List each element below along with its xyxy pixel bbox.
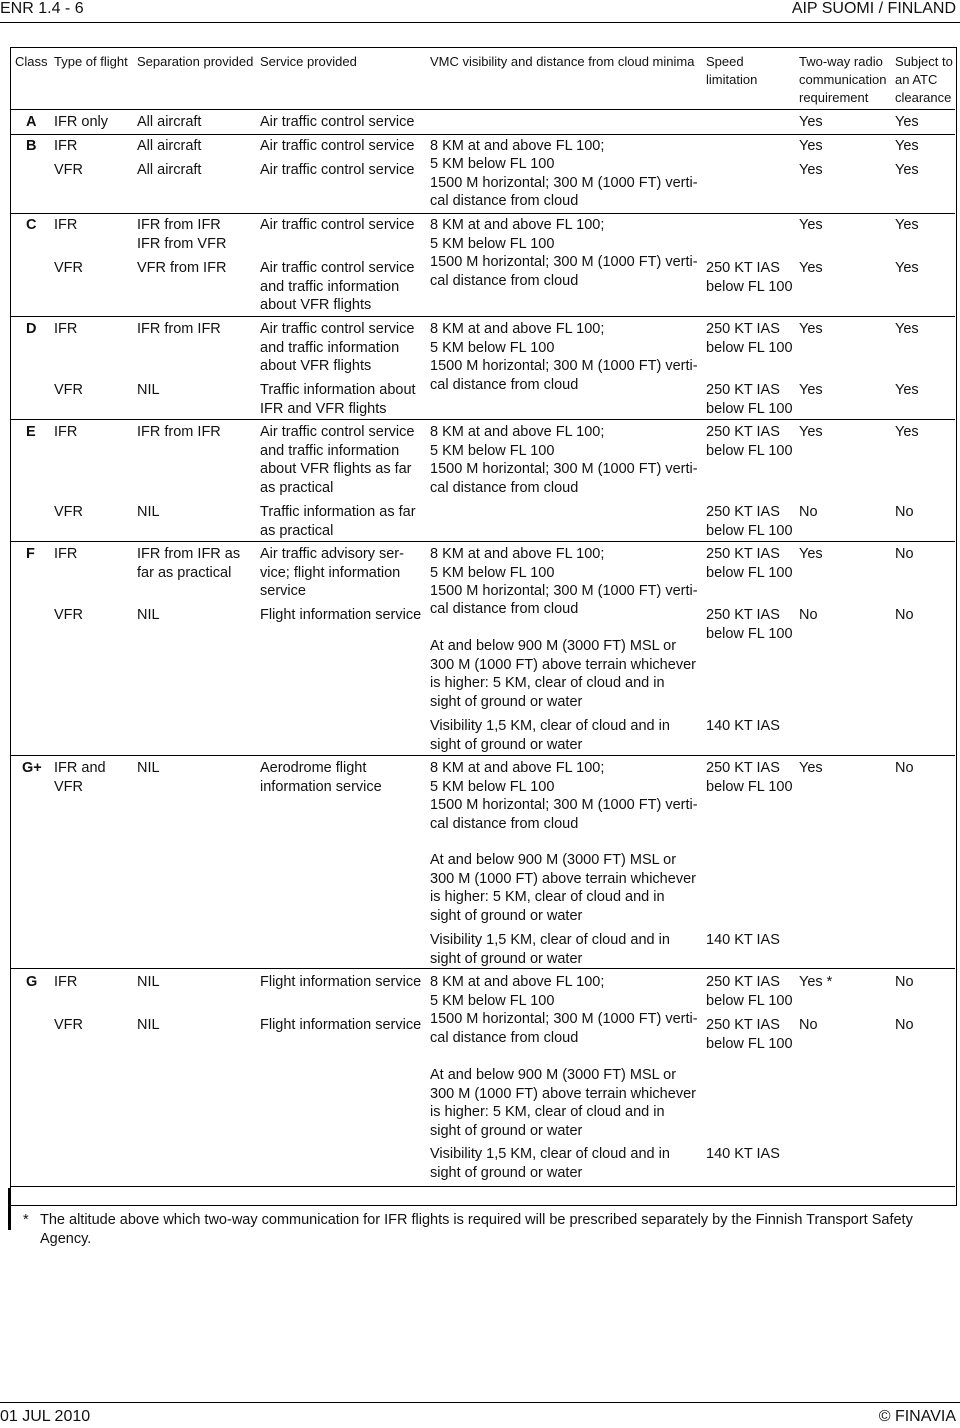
class-G-plus: G+ <box>22 760 42 776</box>
atc-clearance: Yes <box>895 424 919 440</box>
separation: NIL <box>137 382 160 398</box>
row-separator <box>11 134 955 135</box>
radio-requirement: Yes <box>799 217 823 233</box>
separation: NIL <box>137 504 160 520</box>
vmc-minima-visibility: Visibility 1,5 KM, clear of cloud and in sight of ground or water <box>430 718 670 753</box>
col-header-speed: Speed limitation <box>706 54 758 87</box>
separation: IFR from IFR <box>137 424 221 440</box>
service: Air traffic control service and traffic information about VFR flights as far as practical <box>260 424 415 496</box>
footnote-mark: * <box>23 1212 29 1228</box>
atc-clearance: Yes <box>895 217 919 233</box>
vmc-minima: 8 KM at and above FL 100; <box>430 138 605 154</box>
vmc-minima: 8 KM at and above FL 100; 5 KM below FL 100 <box>430 974 605 1009</box>
vmc-minima-low-level: At and below 900 M (3000 FT) MSL or 300 M (1000 FT) above terrain whichever is higher: 5 KM, clear of cloud and in sight of ground or water <box>430 852 696 924</box>
vmc-minima: cal distance from cloud <box>430 601 579 617</box>
service: Air traffic control service <box>260 114 415 130</box>
speed-limit: 250 KT IAS below FL 100 <box>706 382 793 417</box>
radio-requirement: Yes <box>799 138 823 154</box>
type-of-flight: IFR <box>54 974 78 990</box>
separation: All aircraft <box>137 138 202 154</box>
col-header-service: Service provided <box>260 54 357 69</box>
atc-clearance: Yes <box>895 260 919 276</box>
type-of-flight: VFR <box>54 260 83 276</box>
vmc-minima: 8 KM at and above FL 100; 5 KM below FL 100 1500 M horizontal; 300 M (1000 FT) verti- <box>430 546 698 599</box>
vmc-minima: 8 KM at and above FL 100; 5 KM below FL 100 1500 M horizontal; 300 M (1000 FT) verti- cal distance from cloud <box>430 760 698 832</box>
col-header-separation: Separation provided <box>137 54 254 69</box>
row-separator <box>11 213 955 214</box>
speed-limit: 140 KT IAS <box>706 718 780 734</box>
atc-clearance: No <box>895 1017 914 1033</box>
service: Traffic information as far as practical <box>260 504 416 539</box>
class-D: D <box>26 321 37 337</box>
class-A: A <box>26 114 37 130</box>
type-of-flight: VFR <box>54 382 83 398</box>
separation: NIL <box>137 1017 160 1033</box>
separation: NIL <box>137 974 160 990</box>
type-of-flight: IFR <box>54 138 78 154</box>
footnote-text: The altitude above which two-way communication for IFR flights is required will be prescribed separately by the Finnish Transport Safety Agency. <box>40 1212 913 1247</box>
radio-requirement: Yes * <box>799 974 833 990</box>
speed-limit: 250 KT IAS below FL 100 <box>706 321 793 356</box>
service: Flight information service <box>260 974 422 990</box>
page-header-left: ENR 1.4 - 6 <box>0 0 84 17</box>
atc-clearance: No <box>895 607 914 623</box>
separation: All aircraft <box>137 114 202 130</box>
atc-clearance: Yes <box>895 382 919 398</box>
col-header-radio: Two-way radio communication requirement <box>799 54 887 105</box>
speed-limit: 250 KT IAS below FL 100 <box>706 504 793 539</box>
row-separator <box>11 1186 955 1187</box>
atc-clearance: Yes <box>895 321 919 337</box>
type-of-flight: VFR <box>54 607 83 623</box>
col-header-class: Class <box>15 54 48 69</box>
speed-limit: 250 KT IAS below FL 100 <box>706 546 793 581</box>
service: Flight information service <box>260 1017 422 1033</box>
speed-limit: 250 KT IAS below FL 100 <box>706 424 793 459</box>
service: Aerodrome flight information service <box>260 760 382 795</box>
vmc-minima: 8 KM at and above FL 100; 5 KM below FL 100 <box>430 217 605 252</box>
vmc-minima: 8 KM at and above FL 100; 5 KM below FL 100 1500 M horizontal; 300 M (1000 FT) verti- cal distance from cloud <box>430 321 698 393</box>
row-separator <box>11 419 955 420</box>
vmc-minima-low-level: At and below 900 M (3000 FT) MSL or 300 M (1000 FT) above terrain whichever is higher: 5 KM, clear of cloud and in sight of ground or water <box>430 638 696 710</box>
speed-limit: 250 KT IAS below FL 100 <box>706 607 793 642</box>
separation: IFR from IFR as far as practical <box>137 546 241 581</box>
service: Air traffic control service and traffic information about VFR flights <box>260 260 415 313</box>
atc-clearance: No <box>895 760 914 776</box>
speed-limit: 250 KT IAS below FL 100 <box>706 260 793 295</box>
service: Flight information service <box>260 607 422 623</box>
vmc-minima-low-level: At and below 900 M (3000 FT) MSL or 300 M (1000 FT) above terrain whichever is higher: 5 KM, clear of cloud and in sight of ground or water <box>430 1067 696 1139</box>
separation: NIL <box>137 760 160 776</box>
atc-clearance: Yes <box>895 114 919 130</box>
service: Air traffic control service <box>260 162 415 178</box>
vmc-minima: 1500 M horizontal; 300 M (1000 FT) verti- cal distance from cloud <box>430 1011 698 1046</box>
service: Air traffic control service and traffic information about VFR flights <box>260 321 415 374</box>
class-B: B <box>26 138 37 154</box>
separation: All aircraft <box>137 162 202 178</box>
class-G: G <box>26 974 38 990</box>
change-bar <box>8 1188 11 1230</box>
separation: VFR from IFR <box>137 260 227 276</box>
radio-requirement: Yes <box>799 321 823 337</box>
type-of-flight: IFR <box>54 217 78 233</box>
speed-limit: 250 KT IAS below FL 100 <box>706 760 793 795</box>
header-separator <box>11 109 955 110</box>
vmc-minima: 5 KM below FL 100 1500 M horizontal; 300 M (1000 FT) verti- cal distance from cloud <box>430 156 698 209</box>
type-of-flight: IFR <box>54 321 78 337</box>
row-separator <box>11 316 955 317</box>
vmc-minima: 8 KM at and above FL 100; 5 KM below FL 100 1500 M horizontal; 300 M (1000 FT) verti- cal distance from cloud <box>430 424 698 496</box>
page-header-right: AIP SUOMI / FINLAND <box>791 0 956 17</box>
radio-requirement: Yes <box>799 114 823 130</box>
header-rule <box>0 22 960 23</box>
type-of-flight: VFR <box>54 1017 83 1033</box>
speed-limit: 140 KT IAS <box>706 1146 780 1162</box>
separation: IFR from IFR <box>137 321 221 337</box>
service: Air traffic control service <box>260 217 415 233</box>
service: Air traffic control service <box>260 138 415 154</box>
radio-requirement: Yes <box>799 546 823 562</box>
radio-requirement: Yes <box>799 424 823 440</box>
type-of-flight: IFR <box>54 424 78 440</box>
footer-rule <box>0 1402 960 1403</box>
row-separator <box>11 541 955 542</box>
atc-clearance: No <box>895 504 914 520</box>
radio-requirement: Yes <box>799 162 823 178</box>
radio-requirement: Yes <box>799 382 823 398</box>
atc-clearance: No <box>895 546 914 562</box>
atc-clearance: No <box>895 974 914 990</box>
col-header-type: Type of flight <box>54 54 128 69</box>
type-of-flight: VFR <box>54 504 83 520</box>
atc-clearance: Yes <box>895 138 919 154</box>
speed-limit: 250 KT IAS below FL 100 <box>706 974 793 1009</box>
type-of-flight: VFR <box>54 162 83 178</box>
page-footer-publisher: © FINAVIA <box>878 1408 956 1425</box>
row-separator <box>11 755 955 756</box>
speed-limit: 250 KT IAS below FL 100 <box>706 1017 793 1052</box>
type-of-flight: IFR and VFR <box>54 760 106 795</box>
radio-requirement: No <box>799 1017 818 1033</box>
row-separator <box>11 968 955 969</box>
type-of-flight: IFR <box>54 546 78 562</box>
col-header-atc: Subject to an ATC clearance <box>895 54 953 105</box>
service: Traffic information about IFR and VFR flights <box>260 382 416 417</box>
class-F: F <box>26 546 35 562</box>
page-footer-date: 01 JUL 2010 <box>0 1408 91 1425</box>
vmc-minima-visibility: Visibility 1,5 KM, clear of cloud and in sight of ground or water <box>430 932 670 967</box>
speed-limit: 140 KT IAS <box>706 932 780 948</box>
type-of-flight: IFR only <box>54 114 108 130</box>
separation: IFR from IFR IFR from VFR <box>137 217 227 252</box>
radio-requirement: Yes <box>799 260 823 276</box>
radio-requirement: No <box>799 504 818 520</box>
radio-requirement: No <box>799 607 818 623</box>
atc-clearance: Yes <box>895 162 919 178</box>
class-E: E <box>26 424 36 440</box>
service: Air traffic advisory ser- vice; flight information service <box>260 546 404 599</box>
vmc-minima-visibility: Visibility 1,5 KM, clear of cloud and in sight of ground or water <box>430 1146 670 1181</box>
separation: NIL <box>137 607 160 623</box>
class-C: C <box>26 217 37 233</box>
radio-requirement: Yes <box>799 760 823 776</box>
vmc-minima: 1500 M horizontal; 300 M (1000 FT) verti- cal distance from cloud <box>430 254 698 289</box>
col-header-vmc: VMC visibility and distance from cloud minima <box>430 54 695 69</box>
